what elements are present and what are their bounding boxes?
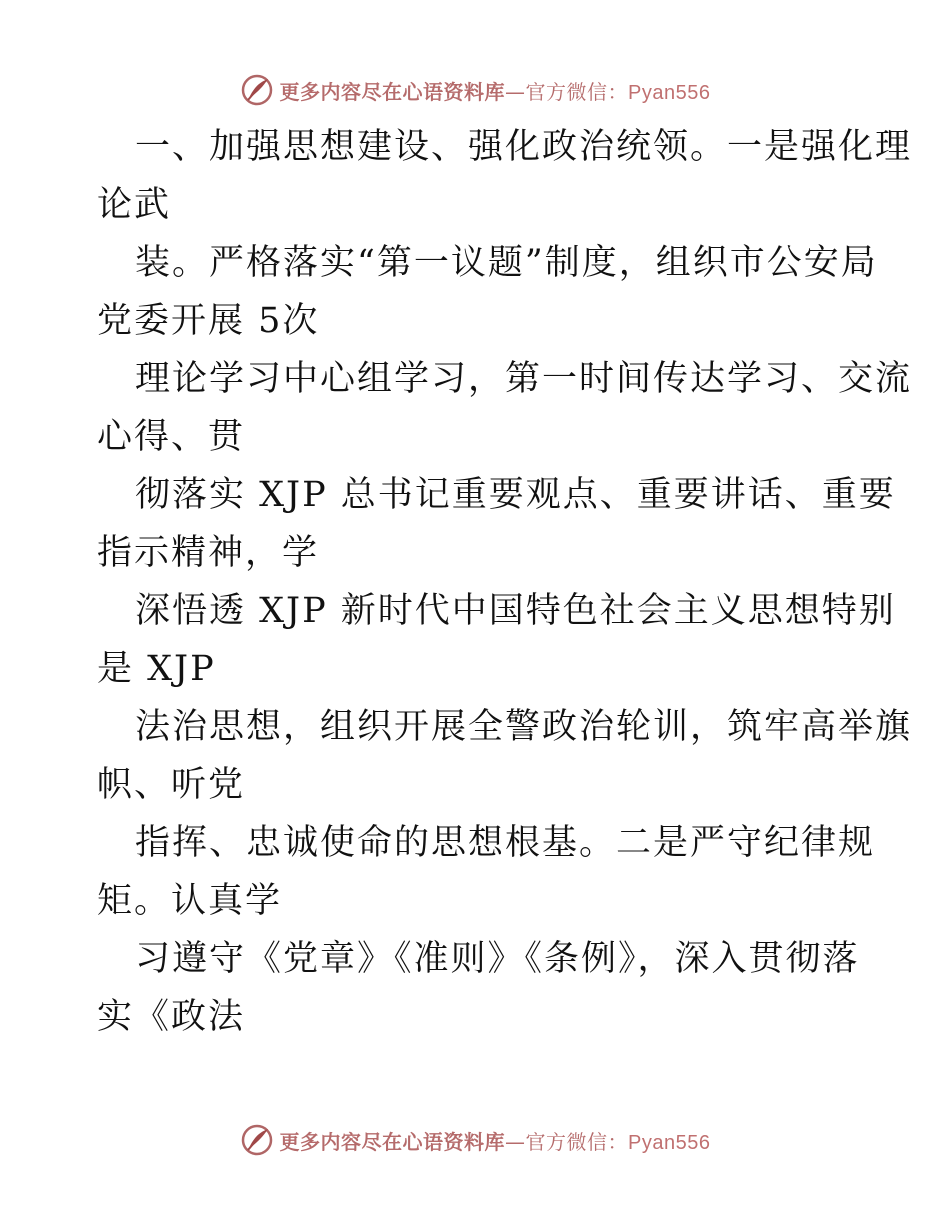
text-line: 指挥、忠诚使命的思想根基。二是严守纪律规 — [135, 823, 876, 863]
watermark-wechat-label: 官方微信： — [525, 1129, 629, 1154]
text-line: 彻落实 XJP 总书记重要观点、重要讲话、重要 — [135, 475, 896, 515]
text-line: 一、加强思想建设、强化政治统领。一是强化理 — [135, 127, 913, 167]
watermark-text — [280, 1126, 711, 1155]
text-line: 装。严格落实“第一议题”制度，组织市公安局 — [135, 243, 878, 283]
text-line: 指示精神，学 — [97, 533, 320, 573]
text-line: 矩。认真学 — [97, 881, 283, 921]
watermark-separator: — — [505, 79, 526, 104]
footer-watermark — [0, 1120, 950, 1160]
watermark-text — [280, 76, 711, 105]
text-line: 实《政法 — [97, 997, 246, 1037]
text-line: 深悟透 XJP 新时代中国特色社会主义思想特别 — [135, 591, 896, 631]
text-line: 论武 — [97, 185, 172, 225]
feather-pen-logo-icon — [240, 73, 274, 107]
document-body — [97, 118, 913, 1046]
text-line: 党委开展 5次 — [97, 301, 320, 341]
watermark-separator: — — [505, 1129, 526, 1154]
text-line: 法治思想，组织开展全警政治轮训，筑牢高举旗 — [135, 707, 913, 747]
feather-pen-logo-icon — [240, 1123, 274, 1157]
text-line: 是 XJP — [97, 649, 216, 689]
watermark-wechat-label: 官方微信： — [525, 79, 629, 104]
text-line: 习遵守《党章》《准则》《条例》，深入贯彻落 — [135, 939, 860, 979]
text-line: 帜、听党 — [97, 765, 246, 805]
watermark-title: 更多内容尽在心语资料库 — [279, 1129, 506, 1154]
watermark-wechat-id: Pyan556 — [628, 1131, 711, 1154]
watermark-title: 更多内容尽在心语资料库 — [279, 79, 506, 104]
header-watermark — [0, 70, 950, 110]
text-line: 心得、贯 — [97, 417, 246, 457]
text-line: 理论学习中心组学习，第一时间传达学习、交流 — [135, 359, 913, 399]
watermark-wechat-id: Pyan556 — [628, 81, 711, 104]
